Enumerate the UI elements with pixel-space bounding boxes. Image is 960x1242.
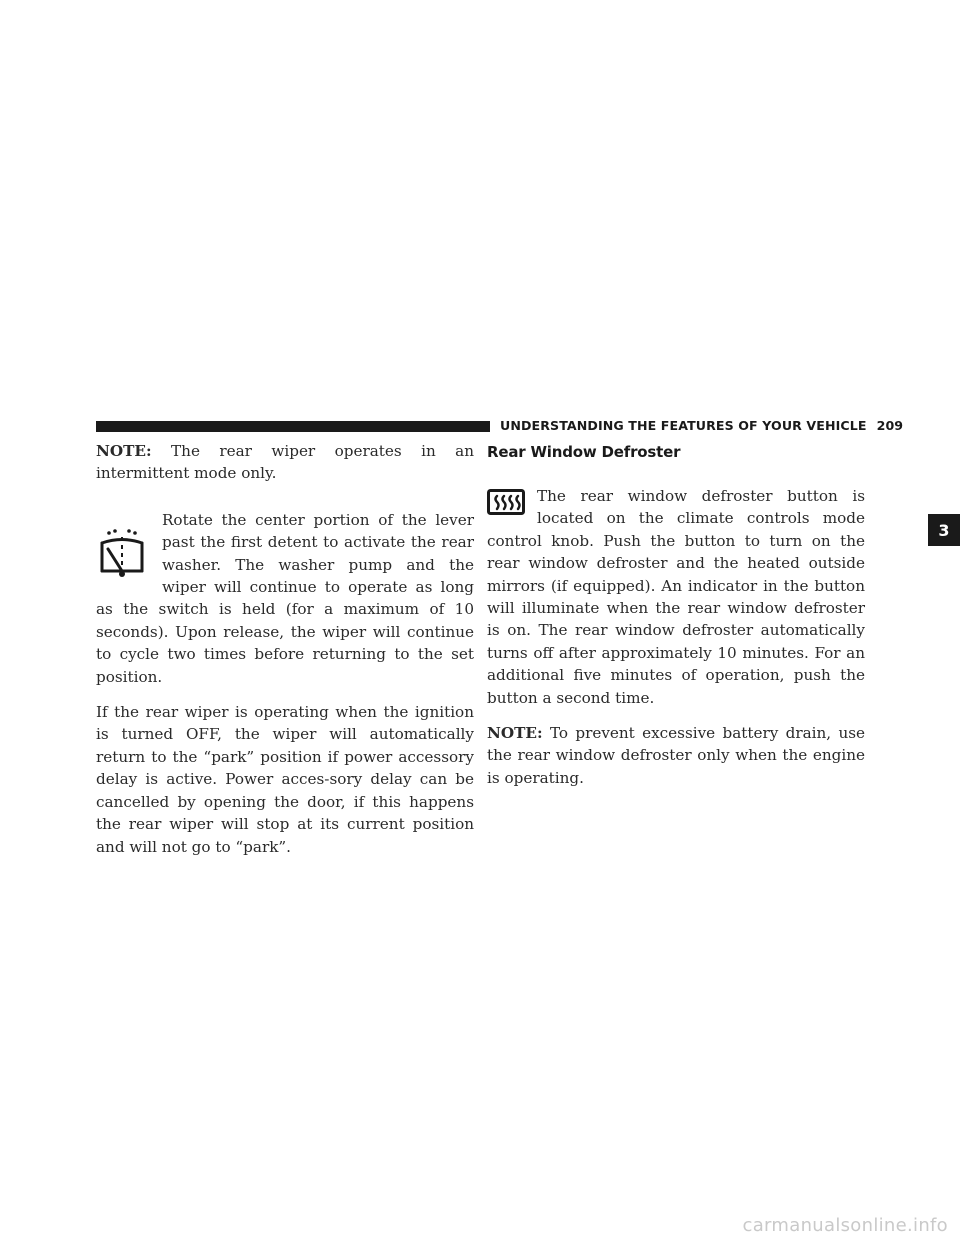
running-header <box>500 418 903 433</box>
right-column <box>487 440 865 802</box>
note-label: NOTE: <box>96 442 152 460</box>
defroster-section <box>487 485 865 709</box>
note-label: NOTE: <box>487 724 543 743</box>
section-title: UNDERSTANDING THE FEATURES OF YOUR VEHICLE <box>500 418 867 433</box>
rear-wiper-washer-icon <box>96 527 148 579</box>
section-heading: Rear Window Defroster <box>487 443 681 461</box>
ignition-paragraph: If the rear wiper is operating when the ignition is turned OFF, the wiper will automatically return to the “park” position if power accessory delay is active. Power acces-sory delay can be cancelled by opening the door, if this happens the rear wiper will stop at its current position and will not go to “park”. <box>96 703 474 856</box>
note-text: The rear wiper operates in an intermittent mode only. <box>96 442 474 483</box>
watermark: carmanualsonline.info <box>742 1215 948 1236</box>
left-column <box>96 440 474 871</box>
defroster-paragraph: The rear window defroster button is located on the climate controls mode control knob. Push the button to turn on the rear window defroster and the heated outside mirrors (if equipped). An indicator in the button will illuminate when the rear window defroster is on. The rear window defroster automatically turns off after approximately 10 minutes. For an additional five minutes of operation, push the button a second time. <box>487 487 865 707</box>
note-wiper-intermittent <box>96 440 474 485</box>
washer-paragraph: Rotate the center portion of the lever past the first detent to activate the rear washer. The washer pump and the wiper will continue to operate as long as the switch is held (for a maximum of 10 seconds). Upon release, the wiper will continue to cycle two times before returning to the set position. <box>96 510 474 686</box>
chapter-tab: 3 <box>928 514 960 546</box>
page-number: 209 <box>876 418 904 433</box>
washer-section <box>96 509 474 688</box>
note-battery-drain <box>487 722 865 789</box>
rear-defroster-icon <box>487 489 525 515</box>
header-bar <box>96 421 490 432</box>
note-text: To prevent excessive battery drain, use the rear window defroster only when the engine is operating. <box>487 724 866 787</box>
